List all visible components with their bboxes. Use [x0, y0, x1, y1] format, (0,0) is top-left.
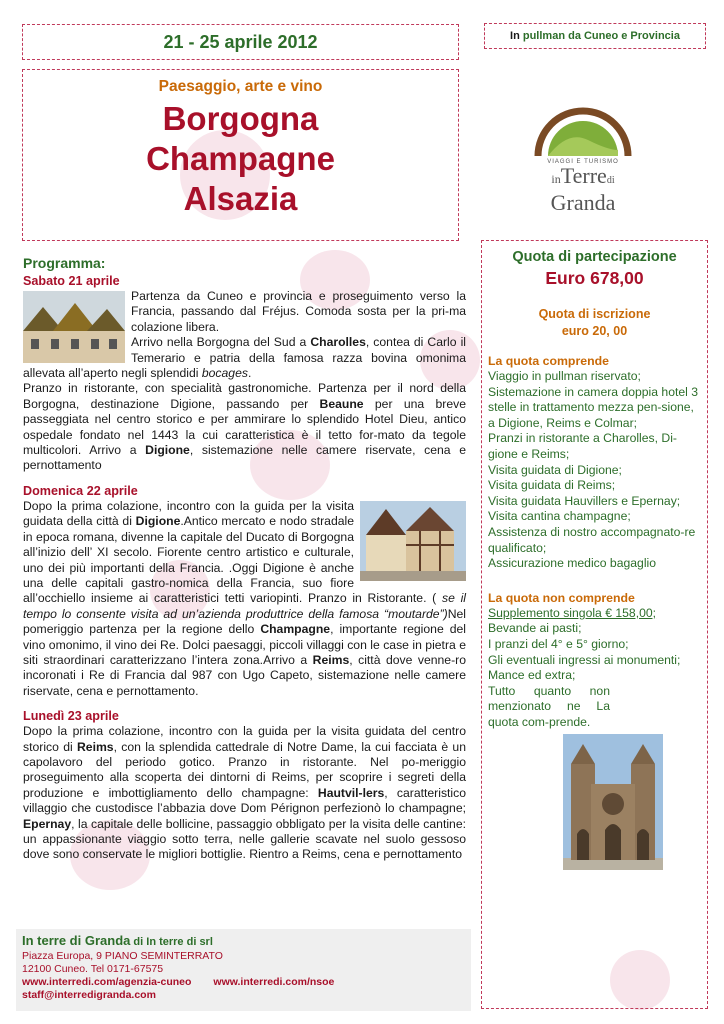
title-line-2: Champagne	[146, 140, 335, 177]
day1-label: Sabato 21 aprile	[23, 274, 120, 288]
includes-item: Pranzi in ristorante a Charolles, Di-gione e Reims;	[488, 431, 677, 461]
program-section	[23, 255, 466, 863]
digione-day2-bold: Digione	[135, 514, 181, 529]
address-line-1: Piazza Europa, 9 PIANO SEMINTERRATO	[22, 950, 223, 962]
title-line-1: Borgogna	[162, 100, 319, 137]
excludes-item: I pranzi del 4° e 5° giorno;	[488, 636, 629, 651]
day1-paragraph-1: Partenza da Cuneo e provincia e proseguimento verso la Francia, passando dal Fréjus. Comoda sosta per la pri-ma colazione libera.	[131, 289, 466, 334]
charolles-bold: Charolles	[310, 335, 366, 350]
digione-bold: Digione	[145, 443, 190, 458]
includes-item: Visita guidata di Reims;	[488, 478, 616, 493]
price-amount: Euro 678,00	[545, 268, 644, 288]
transport-prefix: In	[510, 30, 520, 42]
includes-item: Assistenza di nostro accompagnato-re qualificato;	[488, 524, 696, 555]
excludes-list	[488, 606, 701, 731]
registration-amount: euro 20, 00	[561, 324, 628, 338]
includes-item: Visita guidata Hauvillers e Epernay;	[488, 493, 681, 508]
includes-item: Visita guidata di Digione;	[488, 462, 622, 477]
includes-list	[488, 369, 701, 572]
includes-item: Sistemazione in camera doppia hotel 3 stelle in trattamento mezza pen-sione, a Digione, Reims e Colmar;	[488, 384, 699, 430]
registration-title: Quota di iscrizione	[538, 307, 651, 321]
price-column	[481, 240, 708, 1009]
excludes-item: Mance ed extra;	[488, 668, 576, 683]
price-title: Quota di partecipazione	[512, 249, 677, 265]
logo-di: di	[606, 175, 615, 186]
subtitle: Paesaggio, arte e vino	[158, 78, 323, 95]
trip-dates: 21 - 25 aprile 2012	[163, 32, 318, 52]
champagne-bold: Champagne	[260, 622, 331, 637]
includes-item: Visita cantina champagne;	[488, 509, 631, 524]
transport-rest: pullman da Cuneo e Provincia	[519, 30, 680, 42]
title-line-3: Alsazia	[183, 180, 298, 217]
day1-paragraph-3: Pranzo in ristorante, con specialità gastronomiche. Partenza per il nord della Borgogna, destinazione Digione, passando per Beaune per una breve passeggiata nel centro storico e per ammirare lo splendido Hotel Dieu, antico ospedale fondato nel 1443 la cui caratteristica è il tetto for-mato da tegole multicolori. Arrivo a Digione, sistemazione nelle camere riservate, cena e pernottamento	[23, 381, 466, 473]
day3-label: Lunedì 23 aprile	[23, 709, 119, 724]
day1-paragraph-2: Arrivo nella Borgogna del Sud a Charolles, contea di Carlo il Temerario e patria della famosa razza bovina omonima allevata all’aperto negli splendidi bocages.	[23, 335, 466, 381]
logo-terre: Terre	[560, 163, 607, 188]
includes-title: La quota comprende	[488, 354, 609, 368]
logo-wordmark	[528, 165, 638, 192]
excludes-title: La quota non comprende	[488, 590, 635, 605]
footer-contacts	[16, 929, 471, 1011]
agency-company: di In terre di srl	[130, 936, 213, 948]
website-link-nsoe[interactable]: www.interredi.com/nsoe	[213, 976, 335, 988]
hautvillers-bold: Hautvil-lers	[317, 785, 385, 800]
logo-arch-icon	[528, 100, 638, 158]
reims-day3-bold: Reims	[76, 739, 114, 754]
dijon-houses-image	[360, 501, 466, 581]
logo-small-text: VIAGGI E TURISMO	[547, 159, 619, 165]
transport-text	[485, 24, 705, 48]
beaune-bold: Beaune	[319, 396, 364, 411]
transport-box	[484, 23, 706, 49]
company-logo	[528, 100, 638, 215]
program-heading: Programma:	[23, 255, 106, 271]
excludes-item: Tutto quanto non menzionato ne La quota com-prende.	[488, 683, 610, 729]
bocages-italic: bocages	[201, 366, 248, 381]
day2-paragraph: Dopo la prima colazione, incontro con la guida per la visita guidata della città di Digione.Antico mercato e nodo stradale in epoca romana, divenne la capitale del Ducato di Borgogna all’inizio dell’ XI secolo. Fiorente centro artistico e culturale, uno dei più importanti della Francia. .Oggi Digione è anche una delle capitali gastro-nomica della Francia, suo fiore all’occhiello insieme ai caratteristici tetti variopinti. Pranzo in Ristorante. ( se il tempo lo consente visita ad un’azienda produttrice della famosa “moutarde”)Nel pomeriggio partenza per la regione dello Champagne, importante regione del vino omonimo, il vino dei Re. Dolci paesaggi, piccoli villaggi con le case in pietra e siti straordinari caratterizzano l’intera zona.Arrivo a Reims, città dove venne-ro incoronati i Re di Francia dal 987 con Ugo Capeto, sistemazione nelle camere riservate, cena e pernottamento.	[23, 498, 466, 698]
logo-in: in	[551, 172, 561, 186]
beaune-hotel-dieu-image	[23, 291, 125, 363]
logo-granda: Granda	[550, 190, 616, 215]
excludes-item: Gli eventuali ingressi ai monumenti;	[488, 652, 681, 667]
single-supplement: Supplemento singola € 158,00;	[488, 605, 657, 620]
excludes-item: Bevande ai pasti;	[488, 621, 582, 636]
agency-name: In terre di Granda di In terre di srl	[22, 933, 213, 948]
reims-bold: Reims	[312, 652, 350, 667]
includes-item: Viaggio in pullman riservato;	[488, 369, 641, 383]
address-line-2: 12100 Cuneo. Tel 0171-67575	[22, 963, 164, 975]
epernay-bold: Epernay	[23, 816, 72, 831]
includes-item: Assicurazione medico bagaglio	[488, 556, 657, 571]
day3-paragraph: Dopo la prima colazione, incontro con la guida per la visita guidata del centro storico di Reims, con la splendida cattedrale di Notre Dame, la cui facciata è un capolavoro del periodo gotico. Pranzo in ristorante. Nel po-meriggio proseguimento alla scoperta dei dintorni di Reims, per scoprire i segreti della produzione e imbottigliamento dello champagne: Hautvil-lers, caratteristico villaggio che custodisce l’abbazia dove Dom Pérignon perfezionò lo champagne; Epernay, la capitale delle bollicine, passaggio obbligato per la visita delle cantine: un appassionante viaggio sotto terra, nelle gallerie scavate nel suolo gessoso dove sono conservate le migliori bottiglie. Rientro a Reims, cena e pernottamento	[23, 724, 466, 862]
title-box	[22, 69, 459, 241]
website-link-cuneo[interactable]: www.interredi.com/agenzia-cuneo	[22, 976, 192, 988]
reims-cathedral-image	[563, 734, 663, 870]
mustard-visit-italic: se il tempo lo consente visita ad un’azienda produttrice della famosa “moutarde”)	[23, 591, 466, 621]
email-link[interactable]: staff@interredigranda.com	[22, 989, 156, 1001]
dates-box	[22, 24, 459, 60]
day2-label: Domenica 22 aprile	[23, 483, 138, 498]
